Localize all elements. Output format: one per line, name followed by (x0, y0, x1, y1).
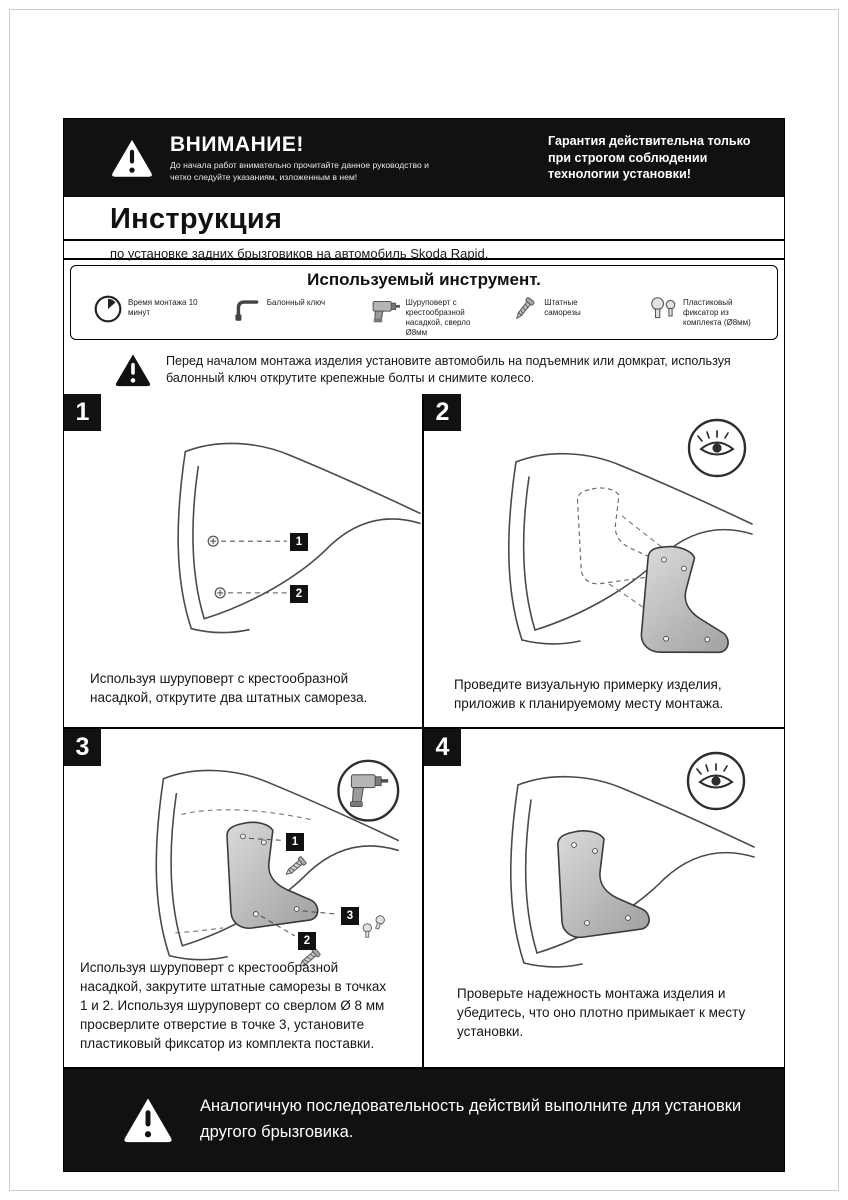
clock-icon (93, 294, 123, 324)
tool-label: Штатные саморезы (544, 298, 581, 317)
step-caption: Проверьте надежность монтажа изделия и убедитесь, что оно плотно примыкает к месту установки. (457, 986, 746, 1039)
tools-box (70, 265, 778, 340)
title-section (64, 197, 784, 260)
step-caption: Используя шуруповерт с крестообразной насадкой, открутите два штатных самореза. (90, 671, 368, 705)
warranty-note: Гарантия действительна только при строгом соблюдении технологии установки! (548, 134, 751, 182)
screw-point-marker: 1 (286, 833, 304, 851)
tool-label: Балонный ключ (266, 298, 326, 307)
drill-icon (371, 294, 401, 324)
page-title: Инструкция (64, 197, 784, 241)
screw-point-marker: 1 (290, 533, 308, 551)
pre-warning-text: Перед началом монтажа изделия установите автомобиль на подъемник или домкрат, используя балонный ключ открутите крепежные болты и снимите колесо. (166, 353, 731, 385)
drill-point-marker: 3 (341, 907, 359, 925)
screw-point-marker: 2 (298, 932, 316, 950)
footer-note: Аналогичную последовательность действий выполните для установки другого брызговика. (200, 1097, 742, 1141)
tool-item-screws (509, 294, 616, 324)
attention-block (170, 133, 432, 182)
step-2-panel (424, 394, 784, 729)
tools-title: Используемый инструмент. (307, 270, 541, 289)
warning-triangle-icon (114, 352, 152, 388)
attention-header-bar (64, 119, 784, 197)
step-1-panel (64, 394, 424, 729)
step-number-badge: 2 (424, 394, 461, 431)
fastener-icon (648, 294, 678, 324)
step-4-panel (424, 729, 784, 1067)
step-number-badge: 4 (424, 729, 461, 766)
instruction-document (63, 118, 785, 1172)
step-number-badge: 3 (64, 729, 101, 766)
tool-label: Шуруповерт с крестообразной насадкой, сверло Ø8мм (405, 298, 471, 337)
tool-item-drill (371, 294, 478, 338)
warning-triangle-icon (122, 1095, 174, 1145)
tool-item-fastener (648, 294, 755, 328)
step-number-badge: 1 (64, 394, 101, 431)
tool-item-wrench (232, 294, 339, 324)
screw-point-marker: 2 (290, 585, 308, 603)
step-caption: Проведите визуальную примерку изделия, приложив к планируемому месту монтажа. (454, 677, 724, 711)
steps-grid (64, 394, 784, 1069)
attention-note: До начала работ внимательно прочитайте данное руководство и четко следуйте указаниям, изложенным в нем! (170, 160, 429, 182)
step-caption: Используя шуруповерт с крестообразной насадкой, закрутите штатные саморезы в точках 1 и 2. Используя шуруповерт со сверлом Ø 8 мм просверлите отверстие в точке 3, установите пластиковый фиксатор из комплекта поставки. (80, 960, 387, 1051)
warning-triangle-icon (110, 137, 154, 179)
screw-icon (509, 294, 539, 324)
pre-warning-section (64, 346, 784, 394)
tool-label: Пластиковый фиксатор из комплекта (Ø8мм) (683, 298, 751, 327)
step-3-panel (64, 729, 424, 1067)
tool-item-time (93, 294, 200, 324)
lug-wrench-icon (232, 294, 262, 324)
tool-label: Время монтажа 10 минут (128, 298, 198, 317)
tools-section (64, 260, 784, 346)
page-subtitle: по установке задних брызговиков на автомобиль Skoda Rapid. (110, 246, 489, 261)
tools-row (85, 294, 763, 338)
attention-title: ВНИМАНИЕ! (170, 133, 304, 157)
footer-warning-bar (64, 1069, 784, 1171)
